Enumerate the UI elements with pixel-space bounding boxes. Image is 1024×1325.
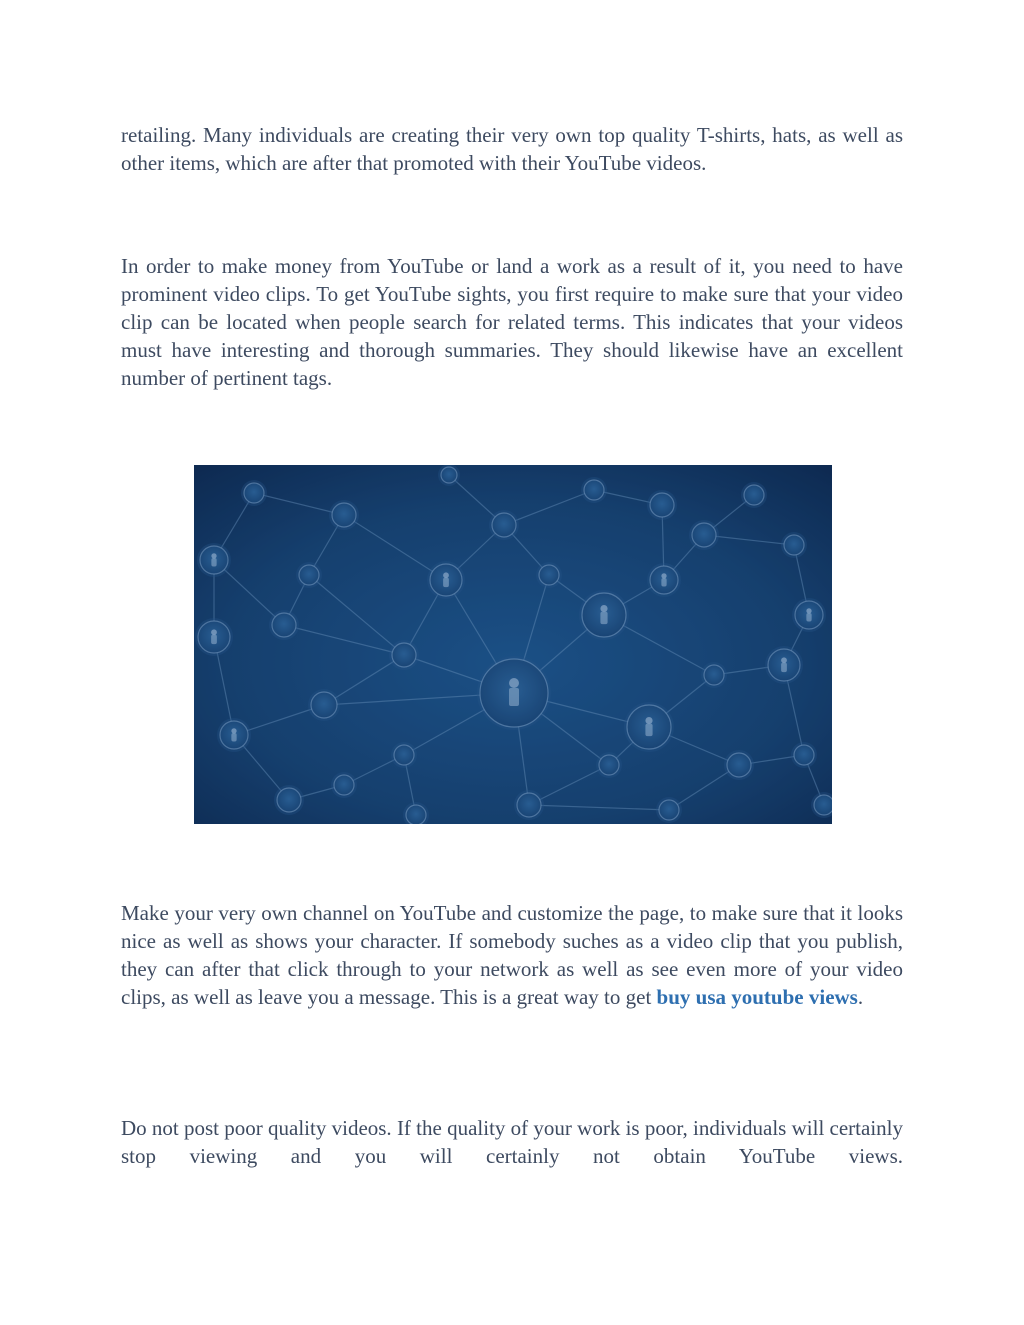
buy-views-link[interactable]: buy usa youtube views <box>656 985 858 1009</box>
paragraph-own-channel-text: Make your very own channel on YouTube and customize the page, to make sure that it looks nice as well as shows your character. If somebody suches as a video clip that you publish, they can after that click through to your network as well as see even more of your video clips, as well as leave you a message. This is a great way to get <box>121 901 903 1009</box>
network-illustration-icon <box>194 465 832 824</box>
paragraph-quality: Do not post poor quality videos. If the quality of your work is poor, individuals will certainly stop viewing and you will certainly not obtain YouTube views. <box>121 1116 903 1168</box>
paragraph-retailing: retailing. Many individuals are creating their very own top quality T-shirts, hats, as well as other items, which are after that promoted with their YouTube videos. <box>121 123 903 175</box>
network-illustration <box>194 465 832 824</box>
illustration-overlay <box>194 465 832 824</box>
paragraph-make-money: In order to make money from YouTube or land a work as a result of it, you need to have prominent video clips. To get YouTube sights, you first require to make sure that your video clip can be located when people search for related terms. This indicates that your videos must have interesting and thorough summaries. They should likewise have an excellent number of pertinent tags. <box>121 254 903 390</box>
paragraph-own-channel-end: . <box>857 985 864 1009</box>
paragraph-own-channel <box>121 899 903 1011</box>
